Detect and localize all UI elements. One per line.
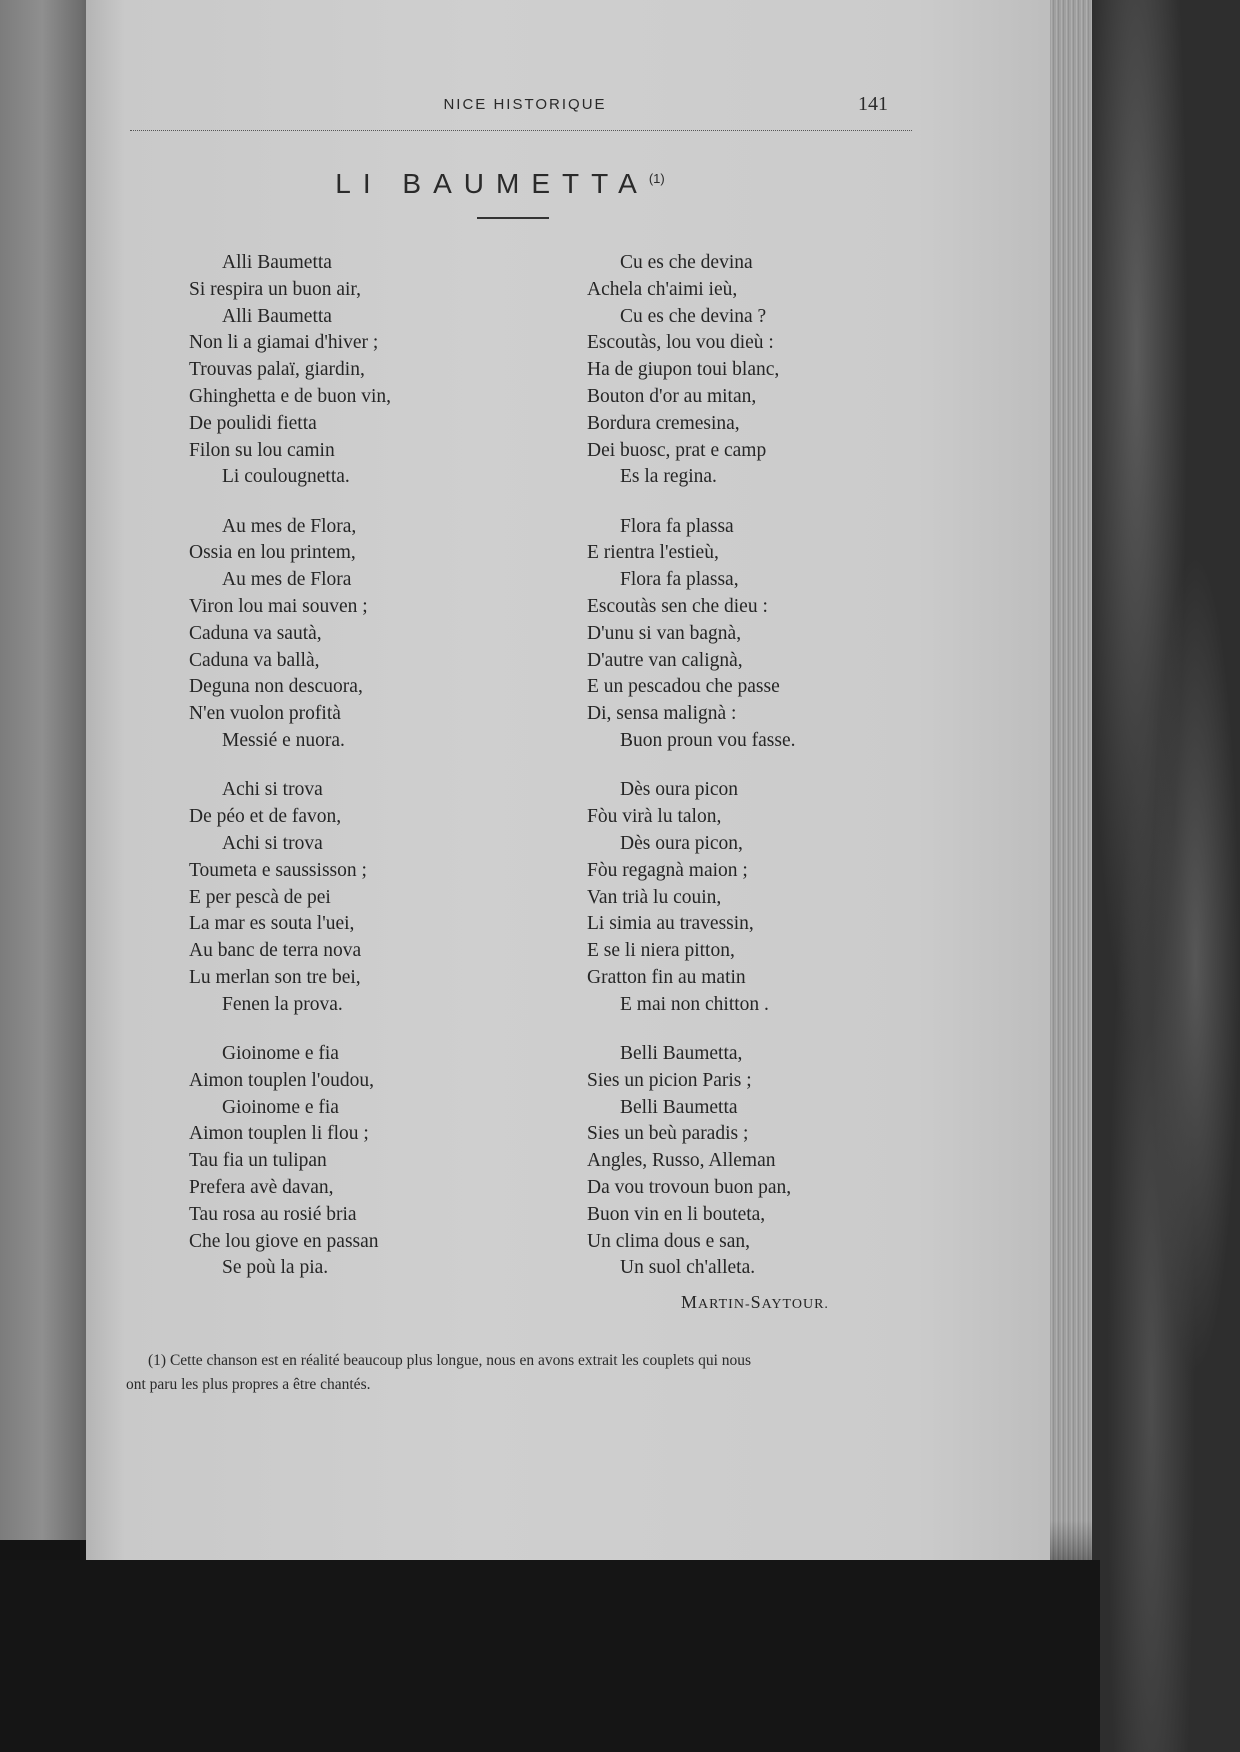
poem-line: Li coulougnetta. — [222, 466, 350, 488]
poem-line: Au mes de Flora, — [222, 515, 357, 537]
poem-line: Bouton d'or au mitan, — [587, 385, 757, 407]
poem-stanza — [189, 514, 509, 755]
poem-left-column — [189, 250, 509, 1305]
poem-line: Non li a giamai d'hiver ; — [189, 332, 379, 354]
poem-line: Ghinghetta e de buon vin, — [189, 385, 391, 407]
poem-line: Cu es che devina ? — [620, 305, 767, 327]
poem-line: Ha de giupon toui blanc, — [587, 359, 780, 381]
poem-line: Deguna non descuora, — [189, 676, 363, 698]
poem-line: De poulidi fietta — [189, 412, 317, 434]
poem-line: Au mes de Flora — [222, 569, 352, 591]
poem-stanza — [189, 250, 509, 491]
poem-line: Fòu regagnà maion ; — [587, 859, 748, 881]
poem-line: Van trià lu couin, — [587, 886, 722, 908]
poem-line: Li simia au travessin, — [587, 913, 754, 935]
poem-line: Flora fa plassa, — [620, 569, 739, 591]
poem-line: D'unu si van bagnà, — [587, 622, 742, 644]
poem-line: Flora fa plassa — [620, 515, 734, 537]
poem-line: Escoutàs sen che dieu : — [587, 596, 768, 618]
poem-line: E mai non chitton . — [620, 993, 769, 1015]
poem-line: Filon su lou camin — [189, 439, 335, 461]
poem-line: Un clima dous e san, — [587, 1230, 751, 1252]
poem-line: Prefera avè davan, — [189, 1177, 334, 1198]
poem-line: Alli Baumetta — [222, 305, 332, 327]
page-edges — [1050, 0, 1092, 1562]
poem-line: Fòu virà lu talon, — [587, 806, 722, 828]
poem-line: Si respira un buon air, — [189, 278, 361, 300]
poem-line: Cu es che devina — [620, 252, 753, 273]
poem-line: E rientra l'estieù, — [587, 542, 719, 564]
running-title: NICE HISTORIQUE — [443, 96, 607, 113]
poem-line: Lu merlan son tre bei, — [189, 966, 361, 988]
poem-line: Caduna va ballà, — [189, 649, 320, 671]
author-initial: M — [681, 1292, 699, 1312]
poem-line: N'en vuolon profità — [189, 703, 341, 725]
poem-line: Di, sensa malignà : — [587, 703, 737, 725]
poem-line: Bordura cremesina, — [587, 412, 740, 434]
poem-line: Sies un beù paradis ; — [587, 1123, 749, 1145]
author-rest-2: AYTOUR. — [761, 1297, 829, 1312]
poem-line: Sies un picion Paris ; — [587, 1069, 752, 1091]
poem-line: Gioinome e fia — [222, 1096, 339, 1118]
poem-stanza — [189, 1041, 509, 1282]
poem-line: La mar es souta l'uei, — [189, 913, 355, 935]
bottom-background — [0, 1560, 1100, 1752]
left-facing-page — [0, 0, 94, 1540]
poem-line: E per pescà de pei — [189, 886, 331, 908]
poem-line: Au banc de terra nova — [189, 940, 362, 962]
poem-right-column — [587, 250, 907, 1305]
poem-stanza — [587, 777, 907, 1018]
poem-line: Dei buosc, prat e camp — [587, 439, 767, 461]
poem-line: Aimon touplen li flou ; — [189, 1123, 369, 1145]
poem-line: Alli Baumetta — [222, 252, 332, 273]
poem-line: Es la regina. — [620, 466, 717, 488]
poem-line: Viron lou mai souven ; — [189, 596, 368, 618]
poem-line: Ossia en lou printem, — [189, 542, 356, 564]
poem-line: De péo et de favon, — [189, 806, 342, 828]
author-initial-2: S — [750, 1292, 762, 1312]
poem-line: Buon proun vou fasse. — [620, 730, 796, 752]
poem-line: Che lou giove en passan — [189, 1230, 379, 1252]
poem-stanza — [587, 1041, 907, 1282]
page-edges-shade — [1050, 1520, 1092, 1562]
poem-line: Tau rosa au rosié bria — [189, 1203, 357, 1225]
poem-line: Da vou trovoun buon pan, — [587, 1177, 792, 1198]
poem-line: Belli Baumetta — [620, 1096, 738, 1118]
poem-line: Gratton fin au matin — [587, 966, 746, 988]
poem-stanza — [587, 250, 907, 491]
poem-line: Tau fia un tulipan — [189, 1150, 327, 1172]
poem-line: Toumeta e saussisson ; — [189, 859, 367, 881]
book-cover — [1092, 0, 1240, 1752]
poem-line: Trouvas palaï, giardin, — [189, 359, 365, 381]
footnote-line-1: (1) Cette chanson est en réalité beaucoup plus longue, nous en avons extrait les couplets qui nous — [148, 1352, 752, 1369]
author-signature — [681, 1292, 829, 1313]
poem-line: Belli Baumetta, — [620, 1043, 743, 1065]
title-note-marker: (1) — [648, 171, 665, 186]
poem-line: Buon vin en li bouteta, — [587, 1203, 766, 1225]
poem-stanza — [189, 777, 509, 1018]
poem-line: Dès oura picon — [620, 779, 739, 801]
poem-title — [250, 168, 750, 200]
poem-line: Se poù la pia. — [222, 1257, 329, 1279]
poem-line: Messié e nuora. — [222, 730, 345, 752]
poem-line: E un pescadou che passe — [587, 676, 780, 698]
poem-line: E se li niera pitton, — [587, 940, 735, 962]
footnote — [126, 1349, 908, 1397]
page-number: 141 — [858, 93, 888, 115]
poem-title-text: LI BAUMETTA — [335, 168, 649, 199]
poem-line: Achela ch'aimi ieù, — [587, 278, 738, 300]
header-rule — [130, 130, 912, 131]
poem-line: D'autre van calignà, — [587, 649, 743, 671]
poem-line: Achi si trova — [222, 832, 323, 854]
poem-stanza — [587, 514, 907, 755]
poem-line: Gioinome e fia — [222, 1043, 339, 1065]
footnote-line-2: ont paru les plus propres a être chantés. — [126, 1376, 371, 1393]
poem-line: Un suol ch'alleta. — [620, 1257, 756, 1279]
poem-line: Angles, Russo, Alleman — [587, 1150, 776, 1172]
poem-line: Aimon touplen l'oudou, — [189, 1069, 374, 1091]
poem-line: Achi si trova — [222, 779, 323, 801]
poem-line: Escoutàs, lou vou dieù : — [587, 332, 774, 354]
poem-line: Caduna va sautà, — [189, 622, 322, 644]
poem-line: Dès oura picon, — [620, 832, 743, 854]
author-rest: ARTIN- — [698, 1297, 751, 1312]
title-rule — [477, 217, 549, 219]
poem-line: Fenen la prova. — [222, 993, 343, 1015]
